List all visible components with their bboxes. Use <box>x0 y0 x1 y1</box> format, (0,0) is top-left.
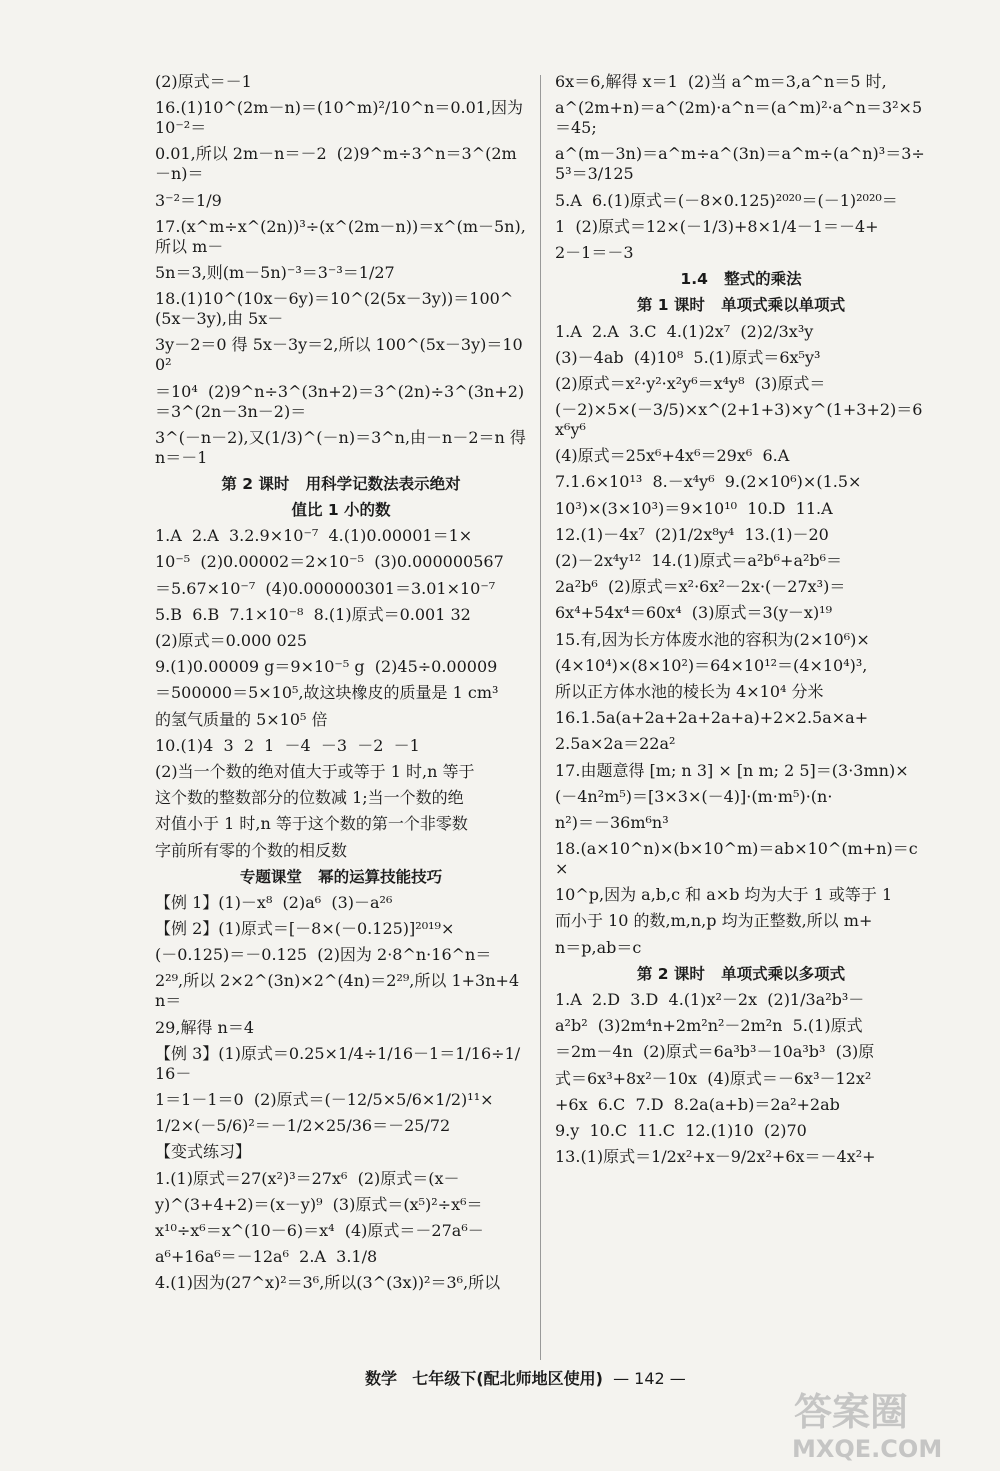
right-answer-line: 5.A 6.(1)原式＝(－8×0.125)²⁰²⁰＝(－1)²⁰²⁰＝ <box>555 190 898 210</box>
left-answer-line: x¹⁰÷x⁶＝x^(10－6)＝x⁴ (4)原式＝－27a⁶－ <box>155 1220 484 1240</box>
left-answer-line: (2)当一个数的绝对值大于或等于 1 时,n 等于 <box>155 761 475 781</box>
right-answer-line: 1.A 2.D 3.D 4.(1)x²－2x (2)1/3a²b³－ <box>555 990 865 1009</box>
right-heading: 第 1 课时 单项式乘以单项式 <box>636 296 846 315</box>
left-answer-line: 9.(1)0.00009 g＝9×10⁻⁵ g (2)45÷0.00009 <box>155 657 498 677</box>
right-answer-line: ＝2m－4n (2)原式＝6a³b³－10a³b³ (3)原 <box>555 1042 875 1062</box>
right-answer-line: 2.5a×2a＝22a² <box>555 734 676 754</box>
right-answer-line: a²b² (3)2m⁴n+2m²n²－2m²n 5.(1)原式 <box>555 1016 863 1036</box>
column-divider <box>540 75 541 1360</box>
right-answer-line: (2)－2x⁴y¹² 14.(1)原式＝a²b⁶+a²b⁶＝ <box>555 551 843 570</box>
left-answer-line: 5.B 6.B 7.1×10⁻⁸ 8.(1)原式＝0.001 32 <box>155 604 471 624</box>
left-answer-line: 3^(－n－2),又(1/3)^(－n)＝3^n,由－n－2＝n 得 n＝－1 <box>155 427 532 467</box>
right-answer-line: 17.由题意得 [m; n 3] × [n m; 2 5]＝(3·3mn)× <box>555 760 909 780</box>
right-answer-line: 1 (2)原式＝12×(－1/3)+8×1/4－1＝－4+ <box>555 216 879 236</box>
left-answer-line: 1.A 2.A 3.2.9×10⁻⁷ 4.(1)0.00001＝1× <box>155 526 473 546</box>
left-answer-line: 【例 2】(1)原式＝[－8×(－0.125)]²⁰¹⁹× <box>155 919 455 939</box>
right-answer-line: a^(m－3n)＝a^m÷a^(3n)＝a^m÷(a^n)³＝3÷5³＝3/125 <box>555 144 925 184</box>
right-answer-line: 16.1.5a(a+2a+2a+2a+a)+2×2.5a×a+ <box>555 708 869 728</box>
left-answer-line: 字前所有零的个数的相反数 <box>155 840 348 860</box>
right-answer-line: a^(2m+n)＝a^(2m)·a^n＝(a^m)²·a^n＝3²×5＝45; <box>555 98 923 138</box>
left-column <box>155 72 532 1300</box>
left-answer-line: 10.(1)4 3 2 1 －4 －3 －2 －1 <box>155 735 420 755</box>
left-answer-line: 1＝1－1＝0 (2)原式＝(－12/5×5/6×1/2)¹¹× <box>155 1090 494 1109</box>
right-answer-line: 18.(a×10^n)×(b×10^m)＝ab×10^(m+n)＝c× <box>555 839 918 879</box>
right-answer-line: 而小于 10 的数,m,n,p 均为正整数,所以 m+ <box>555 911 873 931</box>
right-answer-line: 式＝6x³+8x²－10x (4)原式＝－6x³－12x² <box>555 1068 872 1088</box>
left-answer-line: (2)原式＝0.000 025 <box>155 631 308 650</box>
left-answer-line: 2²⁹,所以 2×2^(3n)×2^(4n)＝2²⁹,所以 1+3n+4n＝ <box>155 971 520 1011</box>
right-answer-line: 1.A 2.A 3.C 4.(1)2x⁷ (2)2/3x³y <box>555 321 814 341</box>
left-answer-line: 3⁻²＝1/9 <box>155 190 222 210</box>
left-answer-line: ＝500000＝5×10⁵,故这块橡皮的质量是 1 cm³ <box>155 683 499 703</box>
right-answer-line: (4×10⁴)×(8×10²)＝64×10¹²＝(4×10⁴)³, <box>555 655 868 675</box>
left-answer-line: 18.(1)10^(10x－6y)＝10^(2(5x－3y))＝100^(5x－3y),由 5x－ <box>155 289 514 329</box>
footer-subject: 数学 <box>365 1369 398 1388</box>
right-answer-line: 7.1.6×10¹³ 8.－x⁴y⁶ 9.(2×10⁶)×(1.5× <box>555 472 862 492</box>
right-answer-line: +6x 6.C 7.D 8.2a(a+b)＝2a²+2ab <box>555 1094 840 1114</box>
left-answer-line: 的氢气质量的 5×10⁵ 倍 <box>155 709 328 729</box>
right-answer-line: 2－1＝－3 <box>555 242 634 262</box>
left-answer-line: 【例 1】(1)－x⁸ (2)a⁶ (3)－a²⁶ <box>155 892 393 912</box>
page-number: — 142 — <box>613 1369 686 1388</box>
left-answer-line: 17.(x^m÷x^(2n))³÷(x^(2m－n))＝x^(m－5n),所以 m－ <box>155 216 526 256</box>
left-answer-line: 1/2×(－5/6)²＝－1/2×25/36＝－25/72 <box>155 1116 451 1136</box>
left-answer-line: ＝5.67×10⁻⁷ (4)0.000000301＝3.01×10⁻⁷ <box>155 578 496 598</box>
page-footer <box>365 1366 686 1389</box>
left-answer-line: 【变式练习】 <box>155 1142 252 1162</box>
right-answer-line: 6x＝6,解得 x＝1 (2)当 a^m＝3,a^n＝5 时, <box>555 72 887 91</box>
left-answer-line: 29,解得 n＝4 <box>155 1017 255 1037</box>
right-answer-line: 12.(1)－4x⁷ (2)1/2x⁸y⁴ 13.(1)－20 <box>555 524 829 544</box>
right-answer-line: 10³)×(3×10³)＝9×10¹⁰ 10.D 11.A <box>555 498 833 518</box>
left-answer-line: 对值小于 1 时,n 等于这个数的第一个非零数 <box>155 814 468 834</box>
right-answer-line: 13.(1)原式＝1/2x²+x－9/2x²+6x＝－4x²+ <box>555 1147 876 1167</box>
right-column <box>555 72 927 1173</box>
right-answer-line: n＝p,ab＝c <box>555 937 642 957</box>
right-answer-line: (3)－4ab (4)10⁸ 5.(1)原式＝6x⁵y³ <box>555 347 821 367</box>
right-answer-line: (2)原式＝x²·y²·x²y⁶＝x⁴y⁸ (3)原式＝ <box>555 373 826 393</box>
right-answer-line: 所以正方体水池的棱长为 4×10⁴ 分米 <box>555 681 824 701</box>
right-answer-line: 2a²b⁶ (2)原式＝x²·6x²－2x·(－27x³)＝ <box>555 577 846 597</box>
watermark-url: MXQE.COM <box>792 1435 943 1463</box>
right-answer-line: 10^p,因为 a,b,c 和 a×b 均为大于 1 或等于 1 <box>555 885 893 905</box>
left-answer-line: 这个数的整数部分的位数减 1;当一个数的绝 <box>155 788 464 808</box>
right-answer-line: 6x⁴+54x⁴＝60x⁴ (3)原式＝3(y－x)¹⁹ <box>555 603 833 623</box>
right-answer-line: (4)原式＝25x⁶+4x⁶＝29x⁶ 6.A <box>555 446 790 466</box>
watermark-logo-text: 答案圈 <box>794 1390 909 1434</box>
left-answer-line: 5n＝3,则(m－5n)⁻³＝3⁻³＝1/27 <box>155 262 395 282</box>
left-answer-line: y)^(3+4+2)＝(x－y)⁹ (3)原式＝(x⁵)²÷x⁶＝ <box>155 1194 483 1214</box>
left-answer-line: 【例 3】(1)原式＝0.25×1/4÷1/16－1＝1/16÷1/16－ <box>155 1043 521 1083</box>
left-answer-line: (2)原式＝－1 <box>155 72 252 91</box>
footer-grade: 七年级下(配北师地区使用) <box>412 1369 603 1388</box>
right-answer-line: n²)＝－36m⁶n³ <box>555 812 669 832</box>
left-answer-line: 1.(1)原式＝27(x²)³＝27x⁶ (2)原式＝(x－ <box>155 1168 460 1188</box>
right-answer-line: 9.y 10.C 11.C 12.(1)10 (2)70 <box>555 1120 807 1140</box>
left-answer-line: 3y－2＝0 得 5x－3y＝2,所以 100^(5x－3y)＝100² <box>155 335 523 375</box>
left-answer-line: (－0.125)＝－0.125 (2)因为 2·8^n·16^n＝ <box>155 945 492 965</box>
right-answer-line: (－2)×5×(－3/5)×x^(2+1+3)×y^(1+3+2)＝6x⁶y⁶ <box>555 400 923 440</box>
watermark-logo <box>784 1383 974 1463</box>
left-answer-line: 16.(1)10^(2m－n)＝(10^m)²/10^n＝0.01,因为 10⁻²＝ <box>155 98 529 138</box>
left-heading: 专题课堂 幂的运算技能技巧 <box>239 867 443 886</box>
left-answer-line: 10⁻⁵ (2)0.00002＝2×10⁻⁵ (3)0.000000567 <box>155 552 504 572</box>
left-answer-line: 4.(1)因为(27^x)²＝3⁶,所以(3^(3x))²＝3⁶,所以 <box>155 1273 501 1293</box>
right-heading: 第 2 课时 单项式乘以多项式 <box>636 964 846 983</box>
left-heading: 值比 1 小的数 <box>291 501 391 520</box>
right-answer-line: 15.有,因为长方体废水池的容积为(2×10⁶)× <box>555 629 870 649</box>
right-heading: 1.4 整式的乘法 <box>680 270 802 289</box>
left-heading: 第 2 课时 用科学记数法表示绝对 <box>221 474 461 493</box>
left-answer-line: ＝10⁴ (2)9^n÷3^(3n+2)＝3^(2n)÷3^(3n+2)＝3^(2n－3n－2)＝ <box>155 381 525 421</box>
right-answer-line: (－4n²m⁵)＝[3×3×(－4)]·(m·m⁵)·(n· <box>555 786 833 806</box>
left-answer-line: a⁶+16a⁶＝－12a⁶ 2.A 3.1/8 <box>155 1247 378 1267</box>
left-answer-line: 0.01,所以 2m－n＝－2 (2)9^m÷3^n＝3^(2m－n)＝ <box>155 144 517 184</box>
